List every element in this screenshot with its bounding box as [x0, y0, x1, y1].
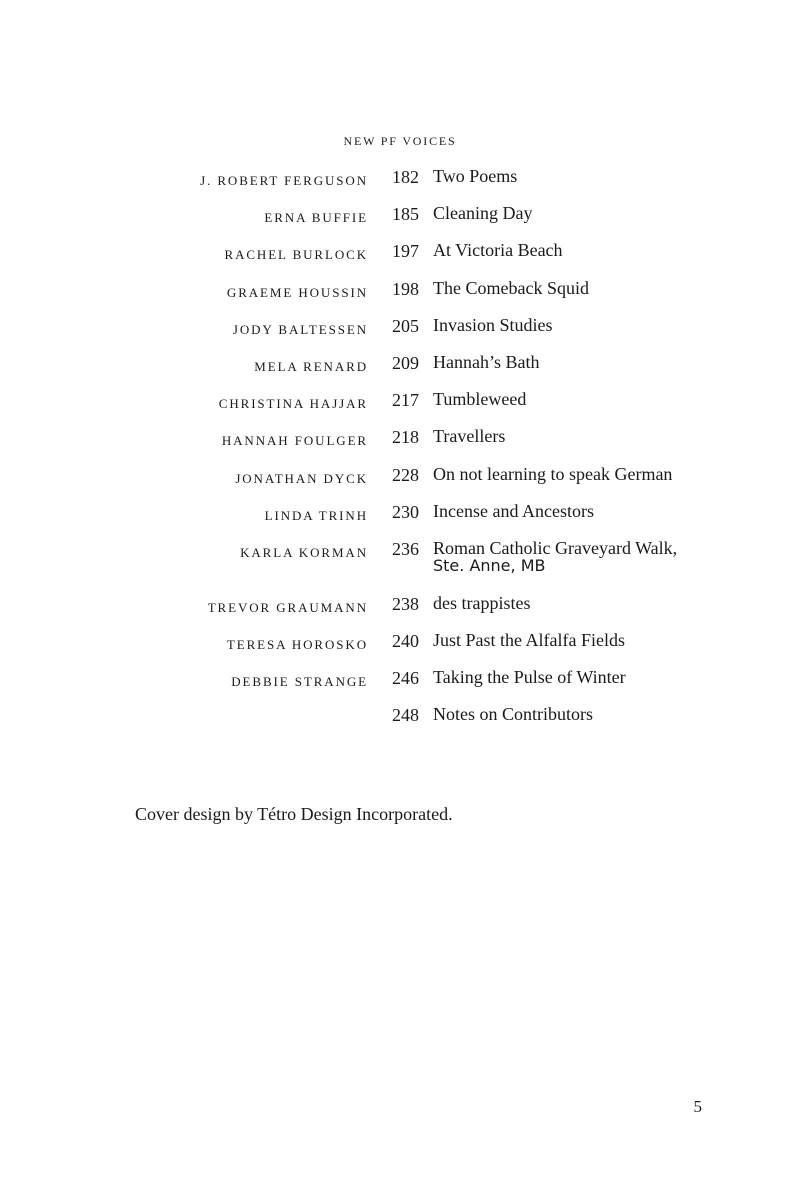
toc-entry	[0, 316, 800, 353]
toc-author: TERESA HOROSKO	[226, 637, 368, 653]
toc-page-number: 218	[392, 427, 419, 448]
toc-author: CHRISTINA HAJJAR	[218, 396, 368, 412]
toc-author: GRAEME HOUSSIN	[226, 284, 368, 300]
toc-page-number: 228	[392, 464, 419, 485]
toc-author: RACHEL BURLOCK	[224, 247, 368, 263]
toc-entry	[0, 594, 800, 631]
toc-page-number: 209	[392, 352, 419, 373]
toc-title: Two Poems	[433, 166, 518, 186]
toc-title: Just Past the Alfalfa Fields	[433, 630, 625, 651]
toc-author: JONATHAN DYCK	[235, 470, 368, 486]
toc-title: Hannah’s Bath	[433, 351, 540, 372]
toc-page-number: 230	[392, 501, 419, 522]
toc-title: Travellers	[433, 426, 506, 447]
toc-entry	[0, 241, 800, 278]
toc-title: Incense and Ancestors	[433, 500, 594, 521]
toc-title-line-1: Roman Catholic Graveyard Walk,	[433, 537, 678, 558]
section-title: NEW PF VOICES	[343, 134, 457, 148]
toc-title: At Victoria Beach	[433, 240, 563, 261]
toc-page-number: 248	[392, 705, 419, 726]
toc-entry	[0, 705, 800, 742]
page-number: 5	[693, 1097, 702, 1116]
toc-author: DEBBIE STRANGE	[231, 674, 368, 690]
toc-page-number: 205	[392, 315, 419, 336]
toc-author: MELA RENARD	[254, 358, 368, 374]
toc-title: Notes on Contributors	[433, 704, 593, 725]
toc-title-line-2: Ste. Anne, MB	[433, 555, 546, 575]
toc-author: JODY BALTESSEN	[232, 321, 368, 337]
toc-entry	[0, 390, 800, 427]
toc-title: Invasion Studies	[433, 314, 553, 335]
toc-page-number: 246	[392, 668, 419, 689]
toc-author: TREVOR GRAUMANN	[207, 599, 368, 615]
toc-title: des trappistes	[433, 592, 531, 613]
toc-entry	[0, 167, 800, 204]
toc-title: The Comeback Squid	[433, 277, 589, 298]
cover-design-credit: Cover design by Tétro Design Incorporated.	[135, 804, 453, 824]
toc-entry	[0, 465, 800, 502]
toc-page-number: 217	[392, 390, 419, 411]
toc-author: KARLA KORMAN	[240, 544, 368, 560]
toc-title: On not learning to speak German	[433, 463, 673, 484]
toc-page-number: 185	[392, 204, 419, 225]
toc-entry	[0, 631, 800, 668]
toc-entry	[0, 539, 800, 594]
toc-entry	[0, 204, 800, 241]
toc-page-number: 197	[392, 241, 419, 262]
toc-title: Tumbleweed	[433, 389, 527, 410]
toc-page-number: 238	[392, 593, 419, 614]
toc-entry	[0, 279, 800, 316]
toc-title	[433, 539, 677, 575]
toc-author: ERNA BUFFIE	[264, 210, 368, 226]
toc-author: LINDA TRINH	[264, 507, 368, 523]
toc-entry	[0, 353, 800, 390]
toc-title: Cleaning Day	[433, 203, 533, 224]
toc-entry	[0, 668, 800, 705]
toc-entry	[0, 427, 800, 464]
toc-author: J. ROBERT FERGUSON	[200, 173, 368, 188]
table-of-contents	[0, 167, 800, 743]
toc-title: Taking the Pulse of Winter	[433, 667, 626, 688]
toc-entry	[0, 502, 800, 539]
toc-page-number: 182	[392, 167, 419, 187]
toc-page-number: 236	[392, 538, 419, 559]
toc-author: HANNAH FOULGER	[221, 433, 368, 449]
toc-page-number: 198	[392, 278, 419, 299]
toc-page-number: 240	[392, 631, 419, 652]
